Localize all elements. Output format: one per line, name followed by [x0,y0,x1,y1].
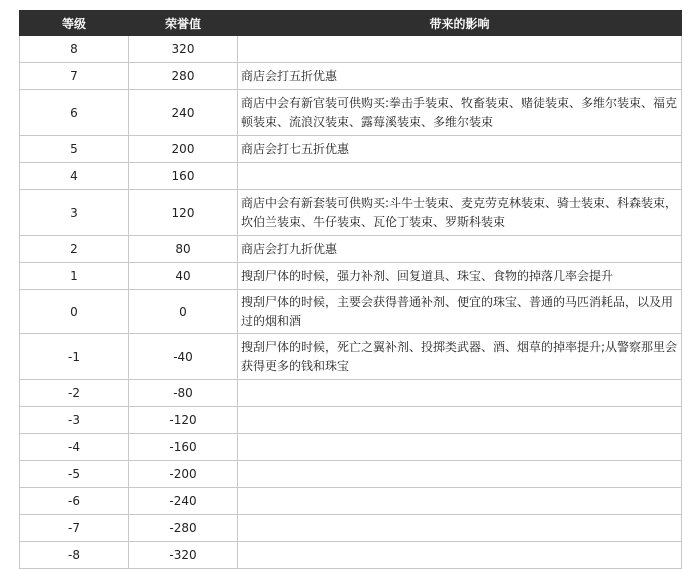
header-level: 等级 [20,11,129,36]
effect-cell: 商店会打七五折优惠 [238,136,682,163]
effect-cell [238,488,682,515]
table-row [20,90,682,136]
honor-cell: -200 [129,461,238,488]
honor-level-table [19,10,682,569]
table-row [20,542,682,569]
table-row [20,63,682,90]
level-cell: 7 [20,63,129,90]
effect-cell [238,407,682,434]
table-row [20,136,682,163]
effect-cell [238,515,682,542]
level-cell: -1 [20,334,129,380]
table-row [20,36,682,63]
table-header-row [20,11,682,36]
honor-cell: 40 [129,263,238,290]
honor-cell: 160 [129,163,238,190]
effect-cell: 商店中会有新官装可供购买:拳击手装束、牧畜装束、赌徒装束、多维尔装束、福克顿装束、流浪汉装束、露莓溪装束、多维尔装束 [238,90,682,136]
effect-cell [238,163,682,190]
honor-cell: 200 [129,136,238,163]
effect-cell: 搜刮尸体的时候，强力补剂、回复道具、珠宝、食物的掉落几率会提升 [238,263,682,290]
honor-cell: 240 [129,90,238,136]
effect-cell: 商店会打九折优惠 [238,236,682,263]
level-cell: 2 [20,236,129,263]
honor-cell: 280 [129,63,238,90]
effect-cell: 搜刮尸体的时候，死亡之翼补剂、投掷类武器、酒、烟草的掉率提升;从警察那里会获得更多的钱和珠宝 [238,334,682,380]
honor-cell: 0 [129,290,238,334]
level-cell: 5 [20,136,129,163]
table-row [20,263,682,290]
table-row [20,380,682,407]
honor-cell: 120 [129,190,238,236]
effect-cell: 商店会打五折优惠 [238,63,682,90]
table-row [20,488,682,515]
honor-cell: 320 [129,36,238,63]
level-cell: 6 [20,90,129,136]
table-row [20,190,682,236]
honor-cell: -160 [129,434,238,461]
table-row [20,163,682,190]
honor-cell: -40 [129,334,238,380]
level-cell: 0 [20,290,129,334]
effect-cell: 商店中会有新套装可供购买:斗牛士装束、麦克劳克林装束、骑士装束、科森装束，坎伯兰装束、牛仔装束、瓦伦丁装束、罗斯科装束 [238,190,682,236]
level-cell: -3 [20,407,129,434]
effect-cell [238,380,682,407]
level-cell: -7 [20,515,129,542]
table-row [20,515,682,542]
table-row [20,290,682,334]
level-cell: -2 [20,380,129,407]
level-cell: -6 [20,488,129,515]
header-honor: 荣誉值 [129,11,238,36]
effect-cell [238,36,682,63]
level-cell: -8 [20,542,129,569]
level-cell: -5 [20,461,129,488]
header-effect: 带来的影响 [238,11,682,36]
level-cell: 3 [20,190,129,236]
honor-cell: -280 [129,515,238,542]
table-row [20,434,682,461]
honor-cell: -320 [129,542,238,569]
honor-cell: -80 [129,380,238,407]
table-row [20,236,682,263]
effect-cell [238,542,682,569]
honor-cell: -240 [129,488,238,515]
table-row [20,407,682,434]
effect-cell: 搜刮尸体的时候，主要会获得普通补剂、便宜的珠宝、普通的马匹消耗品，以及用过的烟和酒 [238,290,682,334]
honor-cell: 80 [129,236,238,263]
honor-cell: -120 [129,407,238,434]
level-cell: 1 [20,263,129,290]
level-cell: 4 [20,163,129,190]
effect-cell [238,434,682,461]
level-cell: 8 [20,36,129,63]
table-row [20,461,682,488]
effect-cell [238,461,682,488]
level-cell: -4 [20,434,129,461]
table-row [20,334,682,380]
